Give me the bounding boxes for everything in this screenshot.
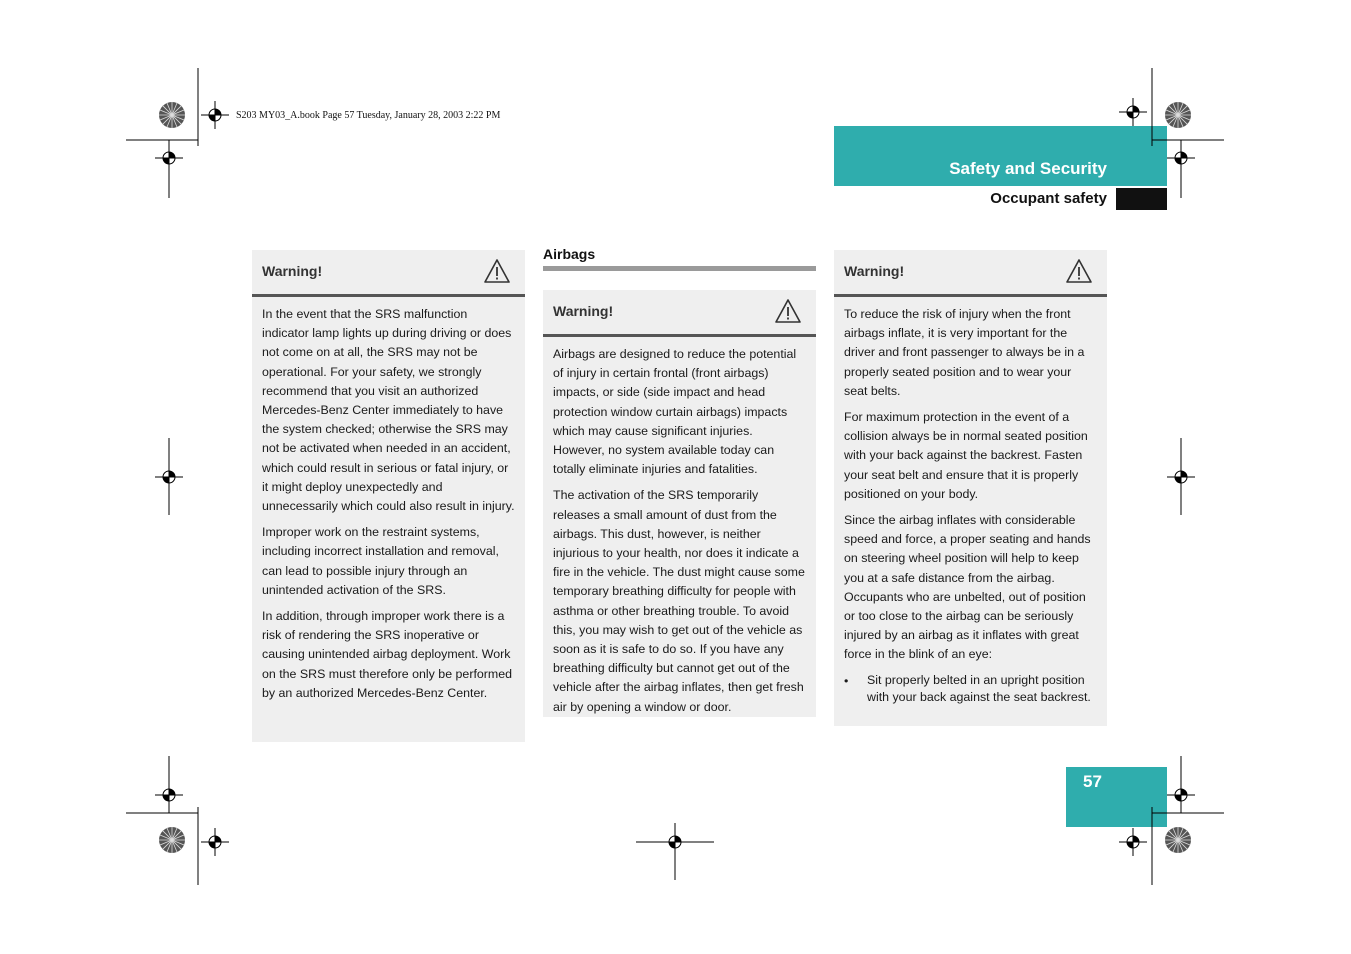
section-title: Safety and Security — [949, 159, 1107, 178]
paragraph: The activation of the SRS temporarily releases a small amount of dust from the airbags. This dust, however, is neither injurious to your health, nor does it indicate a fire in the vehicle. The dust might cause some temporary breathing difficulty for people with asthma or other breathing trouble. To avoid this, you may wish to get out of the vehicle as soon as it is safe to do so. If you have any breathing difficulty but cannot get out of the vehicle after the airbag inflates, then get fresh air by opening a window or door. — [553, 488, 805, 714]
paragraph: For maximum protection in the event of a collision always be in normal seated position with your back against the backrest. Fasten your seat belt and ensure that it is properly positioned on your body. — [844, 410, 1088, 501]
paragraph: Improper work on the restraint systems, including incorrect installation and removal, can lead to possible injury through an unintended activation of the SRS. — [262, 525, 499, 597]
warning-title: Warning! — [553, 303, 614, 319]
paragraph: In addition, through improper work there is a risk of rendering the SRS inoperative or causing unintended airbag deployment. Work on the SRS must therefore only be performed by an authorized Mercedes-Benz Center. — [262, 609, 513, 700]
paragraph: In the event that the SRS malfunction indicator lamp lights up during driving or does not come on at all, the SRS may not be operational. For your safety, we strongly recommend that you visit an authorized Mercedes-Benz Center immediately to have the system checked; otherwise the SRS may not be activated when needed in an accident, which could result in serious or fatal injury, or it might deploy unexpectedly and unnecessarily which could also result in injury. — [262, 307, 515, 514]
subsection-title: Occupant safety — [990, 190, 1107, 207]
airbags-heading: Airbags — [543, 246, 596, 262]
paragraph: Since the airbag inflates with considerable speed and force, a proper seating and hands on steering wheel position will help to keep you at a safe distance from the airbag. Occupants who are unbelted, out of position or too close to the airbag can be seriously injured by an airbag as it inflates with great force in the blink of an eye: — [844, 513, 1091, 662]
paragraph: To reduce the risk of injury when the front airbags inflate, it is very important for the driver and front passenger to always be in a properly seated position and to wear your seat belts. — [844, 307, 1085, 398]
paragraph: Airbags are designed to reduce the potential of injury in certain frontal (front airbags) impacts, or side (side impact and head protection window curtain airbags) impacts which may cause significant injuries. However, no system available today can totally eliminate injuries and fatalities. — [553, 347, 797, 477]
book-info: S203 MY03_A.book Page 57 Tuesday, January 28, 2003 2:22 PM — [236, 110, 501, 121]
bullet-dot: • — [844, 673, 849, 688]
warning-title: Warning! — [844, 263, 905, 279]
warning-title: Warning! — [262, 263, 323, 279]
page-number: 57 — [1083, 772, 1102, 791]
bullet-text: Sit properly belted in an upright position with your back against the seat backrest. — [867, 672, 1091, 705]
